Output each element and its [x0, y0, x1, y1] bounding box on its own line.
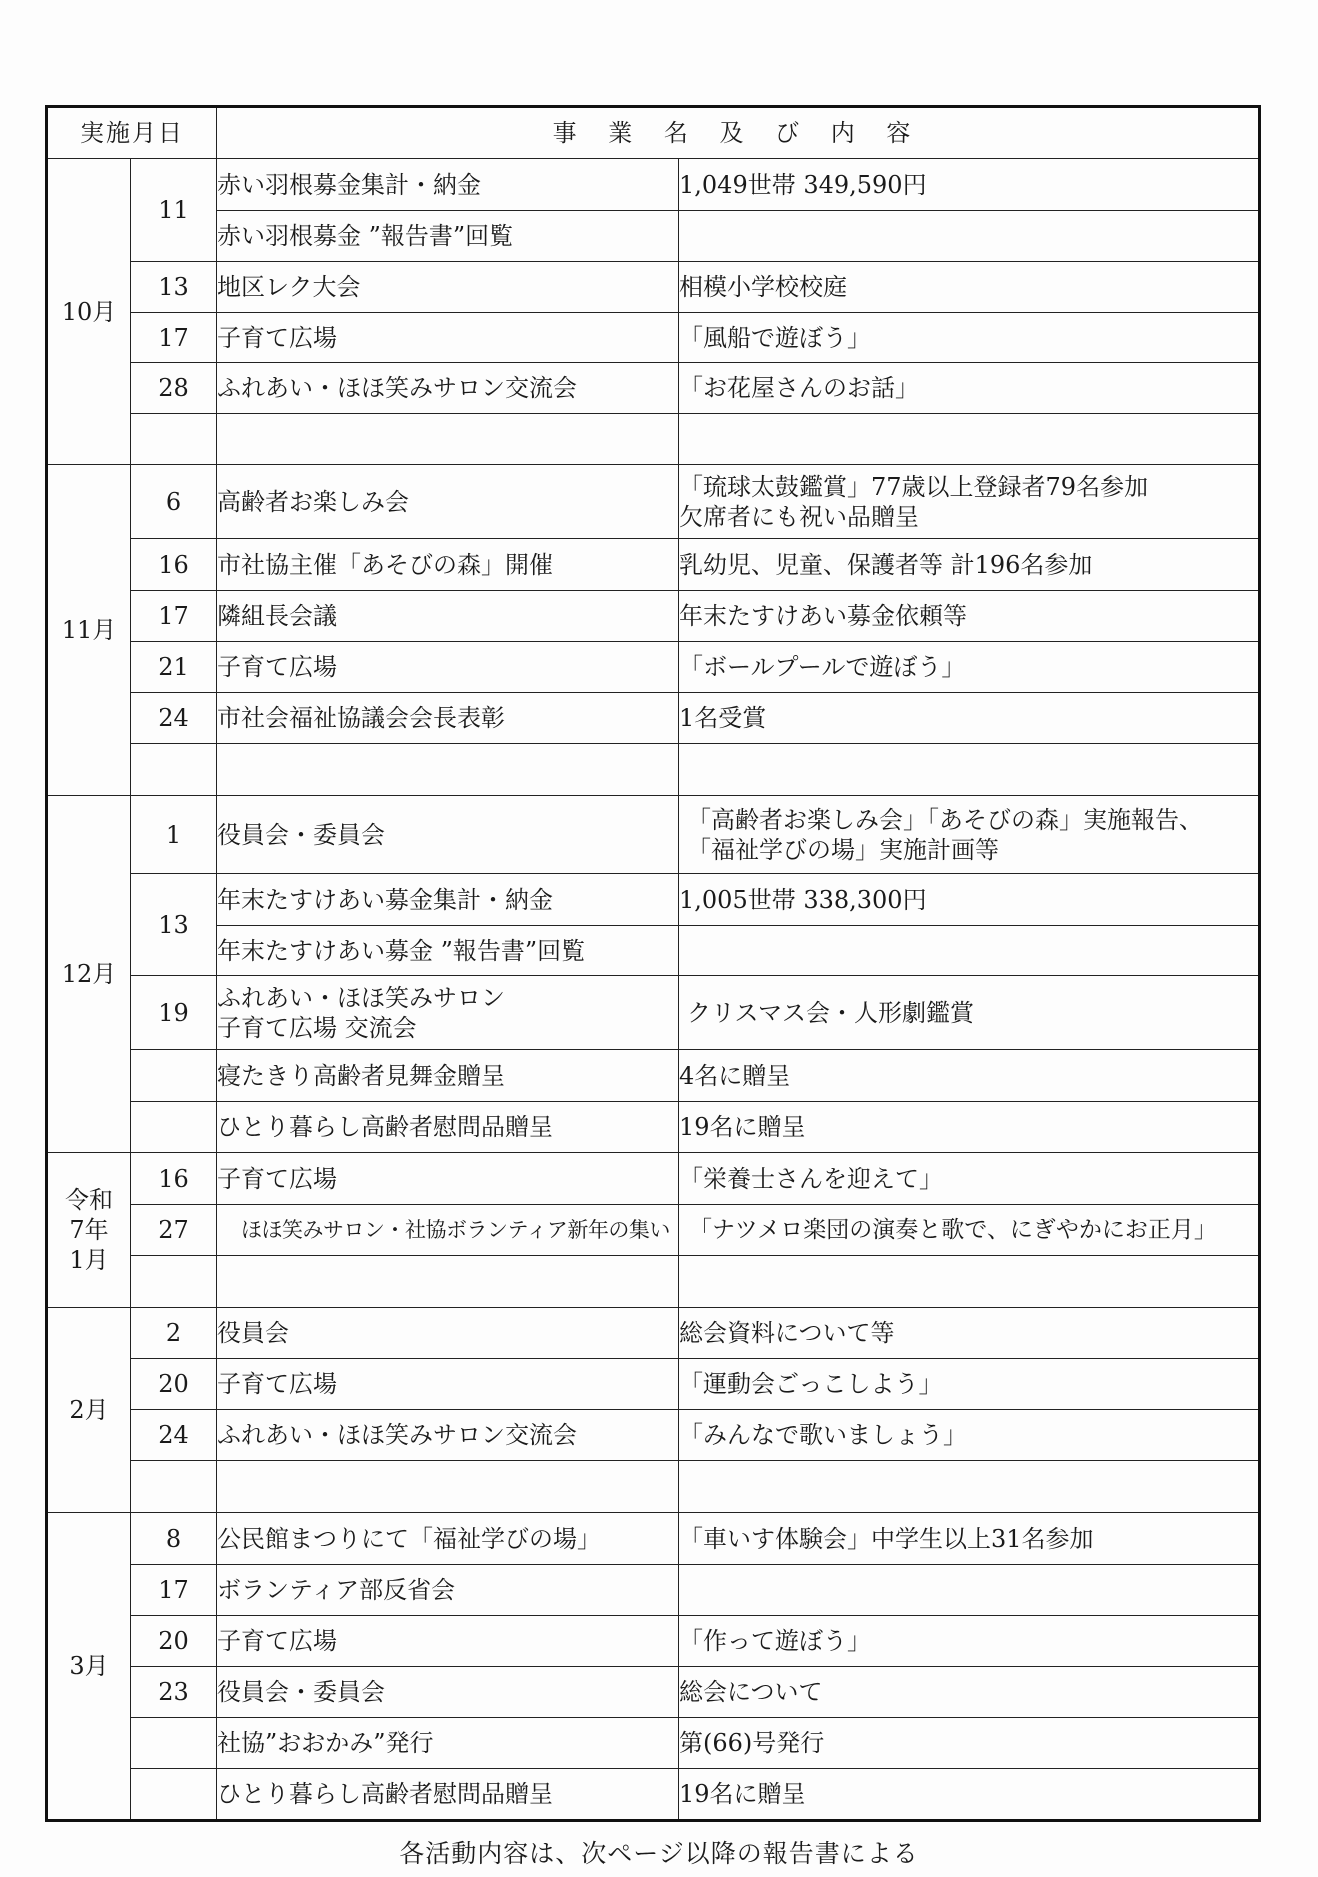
detail-cell	[679, 211, 1260, 262]
day-cell: 17	[131, 313, 217, 363]
event-cell: 市社会福祉協議会会長表彰	[217, 693, 679, 744]
detail-cell: 19名に贈呈	[679, 1102, 1260, 1153]
day-cell: 19	[131, 976, 217, 1050]
detail-cell	[679, 744, 1260, 796]
detail-cell	[679, 414, 1260, 465]
event-cell: 子育て広場	[217, 313, 679, 363]
table-row	[47, 874, 1260, 926]
detail-cell: 1,005世帯 338,300円	[679, 874, 1260, 926]
detail-cell: 「風船で遊ぼう」	[679, 313, 1260, 363]
table-row	[47, 693, 1260, 744]
day-cell: 11	[131, 159, 217, 262]
event-cell: ひとり暮らし高齢者慰問品贈呈	[217, 1769, 679, 1821]
day-cell: 2	[131, 1308, 217, 1359]
event-cell: ふれあい・ほほ笑みサロン交流会	[217, 363, 679, 414]
day-cell: 20	[131, 1359, 217, 1410]
day-cell	[131, 1461, 217, 1513]
event-cell: 役員会	[217, 1308, 679, 1359]
detail-cell: 第(66)号発行	[679, 1718, 1260, 1769]
event-cell: 役員会・委員会	[217, 796, 679, 874]
detail-cell: 「運動会ごっこしよう」	[679, 1359, 1260, 1410]
table-row	[47, 1513, 1260, 1565]
activity-schedule-table	[45, 105, 1261, 1822]
detail-cell: 「ナツメロ楽団の演奏と歌で、にぎやかにお正月」	[679, 1205, 1260, 1256]
event-cell: 隣組長会議	[217, 591, 679, 642]
detail-cell: 1,049世帯 349,590円	[679, 159, 1260, 211]
table-row	[47, 262, 1260, 313]
day-cell	[131, 1050, 217, 1102]
event-cell: 市社協主催「あそびの森」開催	[217, 539, 679, 591]
day-cell: 13	[131, 262, 217, 313]
month-october: 10月	[47, 159, 131, 465]
detail-cell: 乳幼児、児童、保護者等 計196名参加	[679, 539, 1260, 591]
day-cell: 8	[131, 1513, 217, 1565]
day-cell	[131, 1102, 217, 1153]
table-row	[47, 642, 1260, 693]
day-cell: 16	[131, 539, 217, 591]
detail-cell: 「高齢者お楽しみ会」「あそびの森」実施報告、 「福祉学びの場」実施計画等	[679, 796, 1260, 874]
event-cell: 子育て広場	[217, 1359, 679, 1410]
event-cell: 役員会・委員会	[217, 1667, 679, 1718]
day-cell: 6	[131, 465, 217, 539]
detail-cell: 「車いす体験会」中学生以上31名参加	[679, 1513, 1260, 1565]
day-cell: 23	[131, 1667, 217, 1718]
table-row	[47, 313, 1260, 363]
detail-cell	[679, 1565, 1260, 1616]
month-january: 令和 7年 1月	[47, 1153, 131, 1308]
table-row	[47, 211, 1260, 262]
table-row	[47, 363, 1260, 414]
header-content: 事 業 名 及 び 内 容	[217, 107, 1260, 159]
table-row	[47, 539, 1260, 591]
event-cell: ふれあい・ほほ笑みサロン 子育て広場 交流会	[217, 976, 679, 1050]
event-cell: ひとり暮らし高齢者慰問品贈呈	[217, 1102, 679, 1153]
detail-cell: 「ボールプールで遊ぼう」	[679, 642, 1260, 693]
event-cell: ほほ笑みサロン・社協ボランティア新年の集い	[217, 1205, 679, 1256]
event-cell: 赤い羽根募金 ”報告書”回覧	[217, 211, 679, 262]
table-row	[47, 1667, 1260, 1718]
day-cell	[131, 1256, 217, 1308]
detail-cell: 総会資料について等	[679, 1308, 1260, 1359]
day-cell	[131, 414, 217, 465]
event-cell: 年末たすけあい募金集計・納金	[217, 874, 679, 926]
detail-cell	[679, 926, 1260, 976]
table-row	[47, 591, 1260, 642]
table-row	[47, 159, 1260, 211]
event-cell: 子育て広場	[217, 1153, 679, 1205]
day-cell: 24	[131, 693, 217, 744]
table-row	[47, 1102, 1260, 1153]
table-row-empty	[47, 1256, 1260, 1308]
event-cell: 子育て広場	[217, 1616, 679, 1667]
event-cell	[217, 1461, 679, 1513]
table-row	[47, 1718, 1260, 1769]
detail-cell: 「栄養士さんを迎えて」	[679, 1153, 1260, 1205]
event-cell: 赤い羽根募金集計・納金	[217, 159, 679, 211]
table-row-empty	[47, 744, 1260, 796]
day-cell: 21	[131, 642, 217, 693]
event-cell	[217, 1256, 679, 1308]
event-cell: 高齢者お楽しみ会	[217, 465, 679, 539]
table-row	[47, 926, 1260, 976]
detail-cell: 4名に贈呈	[679, 1050, 1260, 1102]
day-cell: 16	[131, 1153, 217, 1205]
day-cell: 1	[131, 796, 217, 874]
day-cell	[131, 1769, 217, 1821]
detail-cell	[679, 1461, 1260, 1513]
table-row	[47, 1205, 1260, 1256]
day-cell: 24	[131, 1410, 217, 1461]
table-row	[47, 1359, 1260, 1410]
table-row	[47, 465, 1260, 539]
event-cell: 社協”おおかみ”発行	[217, 1718, 679, 1769]
event-cell: 公民館まつりにて「福祉学びの場」	[217, 1513, 679, 1565]
detail-cell: 総会について	[679, 1667, 1260, 1718]
day-cell: 13	[131, 874, 217, 976]
event-cell: 年末たすけあい募金 ”報告書”回覧	[217, 926, 679, 976]
event-cell	[217, 414, 679, 465]
day-cell: 27	[131, 1205, 217, 1256]
table-row	[47, 1565, 1260, 1616]
detail-cell: 「みんなで歌いましょう」	[679, 1410, 1260, 1461]
day-cell: 28	[131, 363, 217, 414]
table-row	[47, 976, 1260, 1050]
table-row-empty	[47, 414, 1260, 465]
footer-note: 各活動内容は、次ページ以降の報告書による	[399, 1839, 919, 1868]
detail-cell: 年末たすけあい募金依頼等	[679, 591, 1260, 642]
detail-cell	[679, 1256, 1260, 1308]
table-row	[47, 796, 1260, 874]
month-november: 11月	[47, 465, 131, 796]
table-row	[47, 1616, 1260, 1667]
day-cell	[131, 1718, 217, 1769]
event-cell	[217, 744, 679, 796]
table-row	[47, 1308, 1260, 1359]
table-header-row	[47, 107, 1260, 159]
day-cell: 17	[131, 1565, 217, 1616]
detail-cell: クリスマス会・人形劇鑑賞	[679, 976, 1260, 1050]
table-row	[47, 1153, 1260, 1205]
detail-cell: 19名に贈呈	[679, 1769, 1260, 1821]
detail-cell: 「作って遊ぼう」	[679, 1616, 1260, 1667]
header-date: 実施月日	[47, 107, 217, 159]
event-cell: 寝たきり高齢者見舞金贈呈	[217, 1050, 679, 1102]
detail-cell: 「琉球太鼓鑑賞」77歳以上登録者79名参加 欠席者にも祝い品贈呈	[679, 465, 1260, 539]
event-cell: ふれあい・ほほ笑みサロン交流会	[217, 1410, 679, 1461]
table-row	[47, 1769, 1260, 1821]
day-cell: 17	[131, 591, 217, 642]
detail-cell: 「お花屋さんのお話」	[679, 363, 1260, 414]
day-cell: 20	[131, 1616, 217, 1667]
table-row	[47, 1410, 1260, 1461]
table-row	[47, 1050, 1260, 1102]
table-row-empty	[47, 1461, 1260, 1513]
month-march: 3月	[47, 1513, 131, 1821]
event-cell: 子育て広場	[217, 642, 679, 693]
event-cell: 地区レク大会	[217, 262, 679, 313]
detail-cell: 1名受賞	[679, 693, 1260, 744]
month-december: 12月	[47, 796, 131, 1153]
detail-cell: 相模小学校校庭	[679, 262, 1260, 313]
day-cell	[131, 744, 217, 796]
month-february: 2月	[47, 1308, 131, 1513]
event-cell: ボランティア部反省会	[217, 1565, 679, 1616]
